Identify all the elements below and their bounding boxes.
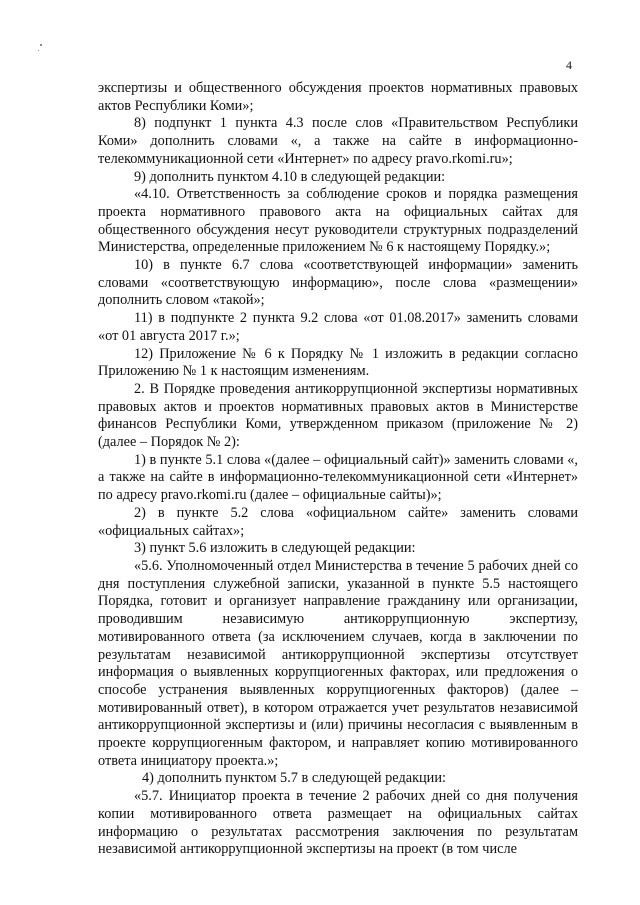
document-body xyxy=(98,80,578,859)
scan-speck xyxy=(40,44,42,46)
paragraph: «4.10. Ответственность за соблюдение сроков и порядка размещения проекта нормативного правового акта на официальных сайтах для общественного обсуждения несут руководители структурных подразделений Министерства, определенные приложением № 6 к настоящему Порядку.»; xyxy=(98,186,578,256)
paragraph: 9) дополнить пунктом 4.10 в следующей редакции: xyxy=(134,168,446,185)
paragraph: 1) в пункте 5.1 слова «(далее – официальный сайт)» заменить словами «, а также на сайте в информационно-телекоммуникационной сети «Интернет» по адресу pravo.rkomi.ru (далее – официальные сайты)»; xyxy=(98,451,578,504)
paragraph: 10) в пункте 6.7 слова «соответствующей информации» заменить словами «соответствующую информацию», после слова «размещении» дополнить словом «такой»; xyxy=(98,257,578,309)
paragraph: 3) пункт 5.6 изложить в следующей редакции: xyxy=(134,540,416,557)
paragraph: 2) в пункте 5.2 слова «официальном сайте» заменить словами «официальных сайтах»; xyxy=(98,504,578,539)
paragraph: «5.6. Уполномоченный отдел Министерства в течение 5 рабочих дней со дня поступления служебной записки, указанной в пункте 5.5 настоящего Порядка, готовит и организует направление гражданину или организации, проводившим независимую антикоррупционную экспертизу, мотивированного ответа (за исключением случаев, когда в заключении по результатам независимой антикоррупционной экспертизы отсутствует информация о выявленных коррупциогенных факторах, или предложения о способе устранения выявленных коррупциогенных факторов) (далее – мотивированный ответ), в котором отражается учет результатов независимой антикоррупционной экспертизы и (или) причины несогласия с выявленным в проекте коррупциогенным фактором, и направляет копию мотивированного ответа инициатору проекта.»; xyxy=(98,557,578,769)
scan-speck xyxy=(38,50,39,51)
paragraph: 2. В Порядке проведения антикоррупционной экспертизы нормативных правовых актов и проектов нормативных правовых актов в Министерстве финансов Республики Коми, утвержденном приказом (приложение № 2) (далее – Порядок № 2): xyxy=(98,380,578,451)
paragraph: 11) в подпункте 2 пункта 9.2 слова «от 01.08.2017» заменить словами «от 01 августа 2017 г.»; xyxy=(98,310,578,344)
page-number: 4 xyxy=(566,58,572,72)
paragraph: 12) Приложение № 6 к Порядку № 1 изложить в редакции согласно Приложению № 1 к настоящим изменениям. xyxy=(98,345,578,380)
paragraph: экспертизы и общественного обсуждения проектов нормативных правовых актов Республики Коми»; xyxy=(98,80,578,114)
paragraph: «5.7. Инициатор проекта в течение 2 рабочих дней со дня получения копии мотивированного ответа размещает на официальных сайтах информацию о результатах рассмотрения заключения по результатам независимой антикоррупционной экспертизы на проект (в том числе xyxy=(98,788,578,858)
paragraph: 8) подпункт 1 пункта 4.3 после слов «Правительством Республики Коми» дополнить словами «, а также на сайте в информационно-телекоммуникационной сети «Интернет» по адресу pravo.rkomi.ru»; xyxy=(98,115,578,167)
paragraph: 4) дополнить пунктом 5.7 в следующей редакции: xyxy=(142,770,446,787)
